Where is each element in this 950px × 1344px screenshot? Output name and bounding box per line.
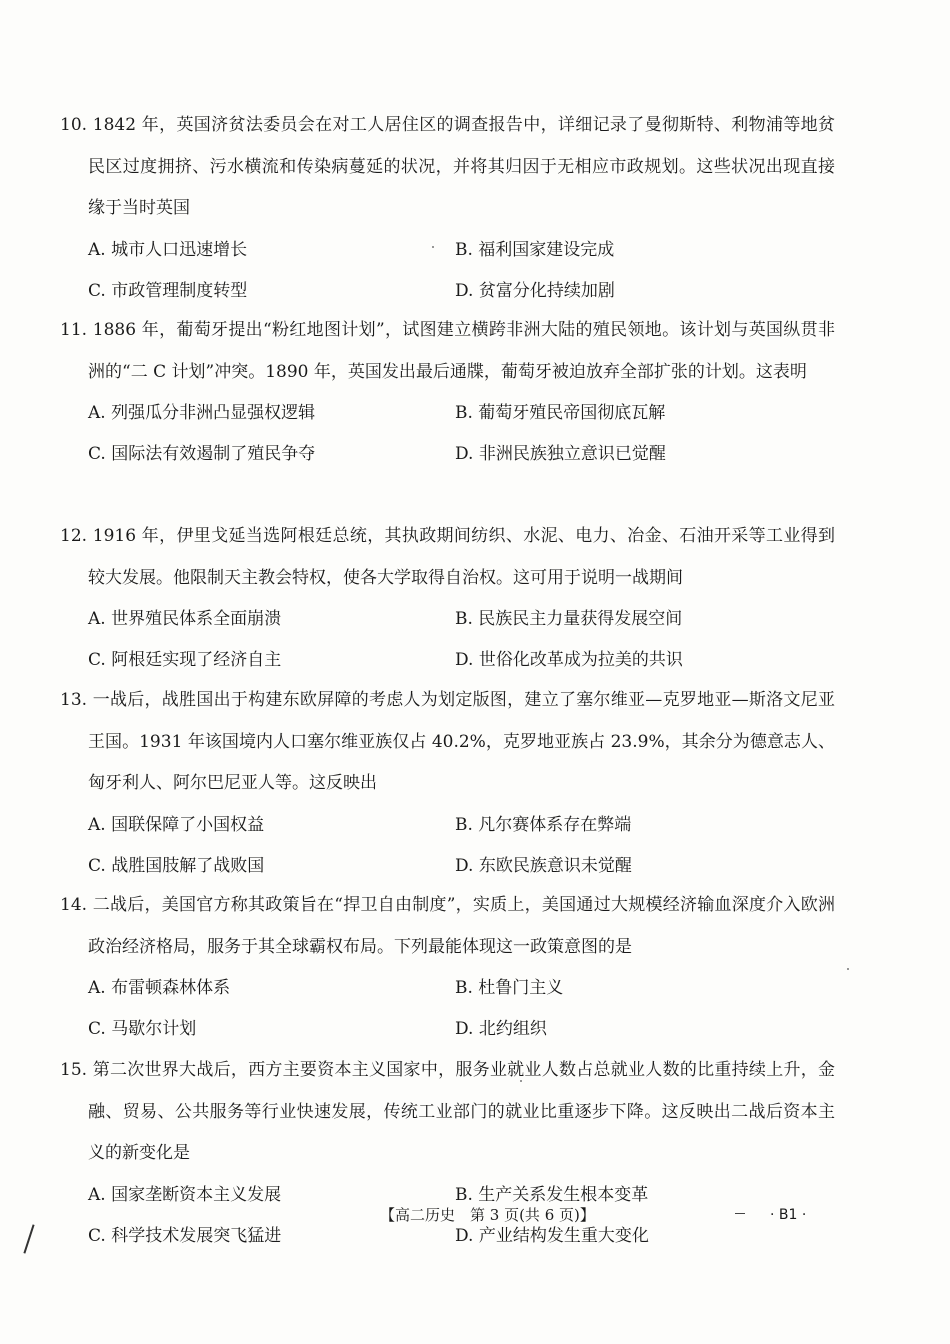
option-row (60, 599, 835, 640)
option-d: D. 北约组织 (455, 1019, 547, 1039)
option-b: B. 凡尔赛体系存在弊端 (455, 814, 632, 835)
option-row (60, 271, 835, 312)
option-list (60, 599, 835, 681)
option-d: D. 东欧民族意识未觉醒 (455, 855, 632, 876)
question-stem: 14. 二战后，美国官方称其政策旨在“捍卫自由制度”，实质上，美国通过大规模经济输血深度介入欧洲政治经济格局，服务于其全球霸权布局。下列最能体现这一政策意图的是 (60, 895, 835, 957)
footer-dash (735, 1213, 745, 1214)
question-13 (60, 680, 835, 887)
option-list (60, 230, 835, 312)
option-row (60, 434, 835, 475)
option-row (60, 805, 835, 846)
option-c: C. 国际法有效遏制了殖民争夺 (88, 444, 316, 464)
option-row (60, 968, 835, 1009)
option-c: C. 战胜国肢解了战败国 (88, 855, 265, 876)
option-list (60, 393, 835, 475)
option-d: D. 贫富分化持续加剧 (455, 280, 615, 301)
option-row (60, 393, 835, 434)
scan-speck (432, 246, 434, 248)
question-12 (60, 516, 835, 681)
option-c: C. 阿根廷实现了经济自主 (88, 650, 282, 670)
option-c: C. 市政管理制度转型 (88, 280, 248, 301)
option-row (60, 230, 835, 271)
option-b: B. 民族民主力量获得发展空间 (455, 609, 683, 629)
option-row (60, 1009, 835, 1050)
option-b: B. 葡萄牙殖民帝国彻底瓦解 (455, 403, 666, 423)
page-number-label: 【高二历史 第 3 页(共 6 页)】 (380, 1206, 595, 1224)
question-stem: 12. 1916 年，伊里戈延当选阿根廷总统，其执政期间纺织、水泥、电力、冶金、石油开采等工业得到较大发展。他限制天主教会特权，使各大学取得自治权。这可用于说明一战期间 (60, 526, 835, 588)
question-10 (60, 105, 835, 312)
pen-mark (23, 1224, 34, 1253)
option-row (60, 640, 835, 681)
option-c: C. 马歇尔计划 (88, 1019, 197, 1039)
question-stem: 10. 1842 年，英国济贫法委员会在对工人居住区的调查报告中，详细记录了曼彻斯特、利物浦等地贫民区过度拥挤、污水横流和传染病蔓延的状况，并将其归因于无相应市政规划。这些状况出现直接缘于当时英国 (60, 115, 835, 218)
option-list (60, 805, 835, 887)
question-stem: 11. 1886 年，葡萄牙提出“粉红地图计划”，试图建立横跨非洲大陆的殖民领地。该计划与英国纵贯非洲的“二 C 计划”冲突。1890 年，英国发出最后通牒，葡萄牙被迫放弃全部扩张的计划。这表明 (60, 320, 835, 382)
question-15 (60, 1050, 835, 1257)
option-a: A. 国联保障了小国权益 (88, 814, 265, 835)
question-14 (60, 885, 835, 1050)
question-11 (60, 310, 835, 475)
option-list (60, 968, 835, 1050)
scan-speck (520, 1080, 522, 1082)
option-a: A. 世界殖民体系全面崩溃 (88, 609, 282, 629)
option-a: A. 布雷顿森林体系 (88, 978, 231, 998)
option-d: D. 产业结构发生重大变化 (455, 1225, 649, 1246)
option-a: A. 城市人口迅速增长 (88, 239, 248, 260)
option-a: A. 国家垄断资本主义发展 (88, 1184, 282, 1205)
question-stem: 15. 第二次世界大战后，西方主要资本主义国家中，服务业就业人数占总就业人数的比重持续上升，金融、贸易、公共服务等行业快速发展，传统工业部门的就业比重逐步下降。这反映出二战后资本主义的新变化是 (60, 1060, 835, 1163)
option-row (60, 846, 835, 887)
option-b: B. 福利国家建设完成 (455, 239, 615, 260)
option-b: B. 生产关系发生根本变革 (455, 1184, 649, 1205)
paper-code: · B1 · (770, 1207, 807, 1223)
question-stem: 13. 一战后，战胜国出于构建东欧屏障的考虑人为划定版图，建立了塞尔维亚—克罗地亚—斯洛文尼亚王国。1931 年该国境内人口塞尔维亚族仅占 40.2%，克罗地亚族占 23.9%，其余分为德意志人、匈牙利人、阿尔巴尼亚人等。这反映出 (60, 690, 835, 793)
option-b: B. 杜鲁门主义 (455, 978, 564, 998)
scan-speck (847, 968, 849, 970)
option-a: A. 列强瓜分非洲凸显强权逻辑 (88, 403, 316, 423)
option-d: D. 世俗化改革成为拉美的共识 (455, 650, 683, 670)
option-c: C. 科学技术发展突飞猛进 (88, 1225, 282, 1246)
option-d: D. 非洲民族独立意识已觉醒 (455, 444, 666, 464)
